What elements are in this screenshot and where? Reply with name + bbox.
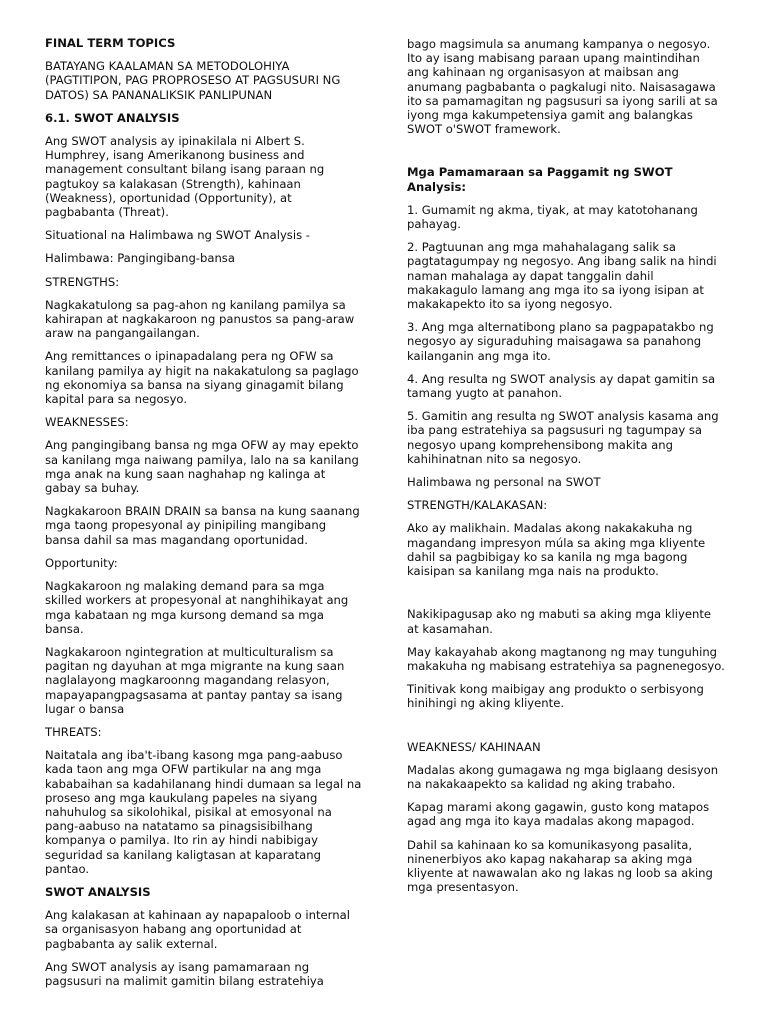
paragraph: Dahil sa kahinaan ko sa komunikasyong pasalita, ninenerbiyos ako kapag nakaharap sa aking mga kliyente at nawawalan ako ng lakas ng loob sa aking mga presentasyon.: [407, 837, 713, 895]
paragraph: 2. Pagtuunan ang mga mahahalagang salik sa pagtatagumpay ng negosyo. Ang ibang salik na hindi naman mahalaga ay dapat tanggalin dahil makakagulo lamang ang mga ito sa iyong isipan at makakapekto ito sa iyong negosyo.: [407, 240, 717, 312]
paragraph: STRENGTH/KALAKASAN:: [407, 498, 548, 513]
paragraph: Ang remittances o ipinapadalang pera ng OFW sa kanilang pamilya ay higit na nakakatulong sa paglago ng ekonomiya sa bansa na siyang ginagamit bilang kapital para sa negosyo.: [45, 349, 359, 407]
heading: FINAL TERM TOPICS: [45, 36, 176, 50]
paragraph: Ang SWOT analysis ay ipinakilala ni Albert S. Humphrey, isang Amerikanong business and management consultant bilang isang paraan ng pagtukoy sa kalakasan (Strength), kahinaan (Weakness), oportunidad (Opportunity), at pagbabanta (Threat).: [45, 134, 325, 220]
right-column: [407, 37, 725, 903]
paragraph: 5. Gamitin ang resulta ng SWOT analysis kasama ang iba pang estratehiya sa pagsusuri ng tagumpay sa negosyo upang komprehensibong makita ang kahihinatnan nito sa negosyo.: [407, 409, 719, 466]
paragraph: Nagkakaroon BRAIN DRAIN sa bansa na kung saanang mga taong propesyonal ay pinipiling mangibang bansa dahil sa mas magandang oportunidad.: [45, 504, 360, 547]
paragraph: Ang kalakasan at kahinaan ay napapaloob o internal sa organisasyon habang ang oportunidad at pagbabanta ay salik external.: [45, 908, 350, 951]
paragraph: Madalas akong gumagawa ng mga biglaang desisyon na nakakaapekto sa kalidad ng aking trabaho.: [407, 762, 719, 791]
paragraph: Situational na Halimbawa ng SWOT Analysis -: [45, 228, 310, 243]
paragraph: May kakayahab akong magtanong ng may tunguhing makakuha ng mabisang estratehiya sa pagnenegosyo.: [407, 644, 725, 673]
paragraph: Ako ay malikhain. Madalas akong nakakakuha ng magandang impresyon múla sa aking mga kliyente dahil sa pagbibigay ko sa kanila ng mga bagong kaisipan sa kanilang mga nais na produkto.: [407, 521, 706, 579]
paragraph: Halimbawa: Pangingibang-bansa: [45, 251, 235, 266]
heading: SWOT ANALYSIS: [45, 884, 151, 899]
paragraph: THREATS:: [45, 724, 102, 739]
paragraph: Nagkakaroon ngintegration at multiculturalism sa pagitan ng dayuhan at mga migrante na kung saan naglalayong magkaroonng magandang relasyon, mapayapangpagsasama at pantay pantay sa isang lugar o bansa: [45, 644, 345, 716]
paragraph: Opportunity:: [45, 555, 118, 570]
heading: Mga Pamamaraan sa Paggamit ng SWOT Analysis:: [407, 165, 673, 194]
paragraph: Halimbawa ng personal na SWOT: [407, 475, 601, 490]
paragraph: Nakikipagusap ako ng mabuti sa aking mga kliyente at kasamahan.: [407, 607, 712, 636]
paragraph: Naitatala ang iba't-ibang kasong mga pang-aabuso kada taon ang mga OFW partikular na ang mga kababaihan sa kadahilanang hindi dumaan sa legal na proseso ang mga kaukulang papeles na siyang nahuhulog sa sikolohikal, pisikal at emosyonal na pang-aabuso na natatamo sa pinagsisibilhang kompanya o pamilya. Ito rin ay hindi nabibigay seguridad sa kanilang kaligtasan at kaparatang pantao.: [45, 748, 362, 876]
paragraph: Kapag marami akong gagawin, gusto kong matapos agad ang mga ito kaya madalas akong mapagod.: [407, 800, 710, 829]
paragraph: 3. Ang mga alternatibong plano sa pagpapatakbo ng negosyo ay siguraduhing maisagawa sa panahong kailanganin ang mga ito.: [407, 320, 714, 363]
paragraph: bago magsimula sa anumang kampanya o negosyo. Ito ay isang mabisang paraan upang maintindihan ang kahinaan ng organisasyon at maibsan ang anumang pagbabanta o pagkalugi nito. Naisasagawa ito sa pamamagitan ng pagsusuri sa iyong sarili at sa iyong mga kakumpetensiya gamit ang balangkas SWOT o'SWOT framework.: [407, 37, 718, 137]
paragraph: WEAKNESS/ KAHINAAN: [407, 739, 541, 754]
paragraph: BATAYANG KAALAMAN SA METODOLOHIYA (PAGTITIPON, PAG PROPROSESO AT PAGSUSURI NG DATOS) SA PANANALIKSIK PANLIPUNAN: [45, 59, 341, 102]
paragraph: STRENGTHS:: [45, 274, 120, 289]
paragraph: Ang pangingibang bansa ng mga OFW ay may epekto sa kanilang mga naiwang pamilya, lalo na sa kanilang mga anak na kung saan naghahap ng kalinga at gabay sa buhay.: [45, 438, 359, 496]
paragraph: 1. Gumamit ng akma, tiyak, at may katotohanang pahayag.: [407, 202, 698, 232]
heading: 6.1. SWOT ANALYSIS: [45, 110, 180, 125]
spacer: [407, 145, 725, 165]
left-column: [45, 36, 363, 997]
paragraph: Tinitivak kong maibigay ang produkto o serbisyong hinihingi ng aking kliyente.: [407, 682, 704, 711]
paragraph: WEAKNESSES:: [45, 415, 129, 430]
paragraph: Ang SWOT analysis ay isang pamamaraan ng pagsusuri na malimit gamitin bilang estratehiya: [45, 959, 324, 988]
spacer: [407, 587, 725, 607]
paragraph: 4. Ang resulta ng SWOT analysis ay dapat gamitin sa tamang yugto at panahon.: [407, 371, 716, 401]
spacer: [407, 720, 725, 740]
paragraph: Nagkakaroon ng malaking demand para sa mga skilled workers at propesyonal at nanghihikayat ang mga kabataan ng mga kursong demand sa mga bansa.: [45, 579, 349, 636]
paragraph: Nagkakatulong sa pag-ahon ng kanilang pamilya sa kahirapan at nagkakaroon ng panustos sa pang-araw araw na pangangailangan.: [45, 297, 355, 341]
